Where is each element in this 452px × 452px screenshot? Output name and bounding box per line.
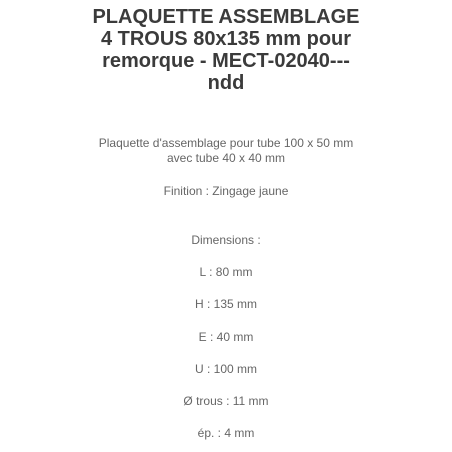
dimension-e: E : 40 mm [198,330,254,344]
finish-text: Finition : Zingage jaune [163,184,289,198]
dimension-height: H : 135 mm [194,297,257,311]
dimension-thickness: ép. : 4 mm [197,426,255,440]
dimensions-heading: Dimensions : [191,233,261,247]
title-line: ndd [207,72,245,94]
title-line: 4 TROUS 80x135 mm pour [100,28,352,50]
product-title [0,6,452,94]
dimension-length: L : 80 mm [199,265,253,279]
product-description [0,136,452,166]
dimension-hole-diameter: Ø trous : 11 mm [183,394,269,408]
description-line: avec tube 40 x 40 mm [166,151,286,165]
title-line: PLAQUETTE ASSEMBLAGE [92,6,360,28]
dimension-u: U : 100 mm [194,362,257,376]
description-line: Plaquette d'assemblage pour tube 100 x 50 mm [98,136,354,150]
title-line: remorque - MECT-02040--- [102,50,350,72]
